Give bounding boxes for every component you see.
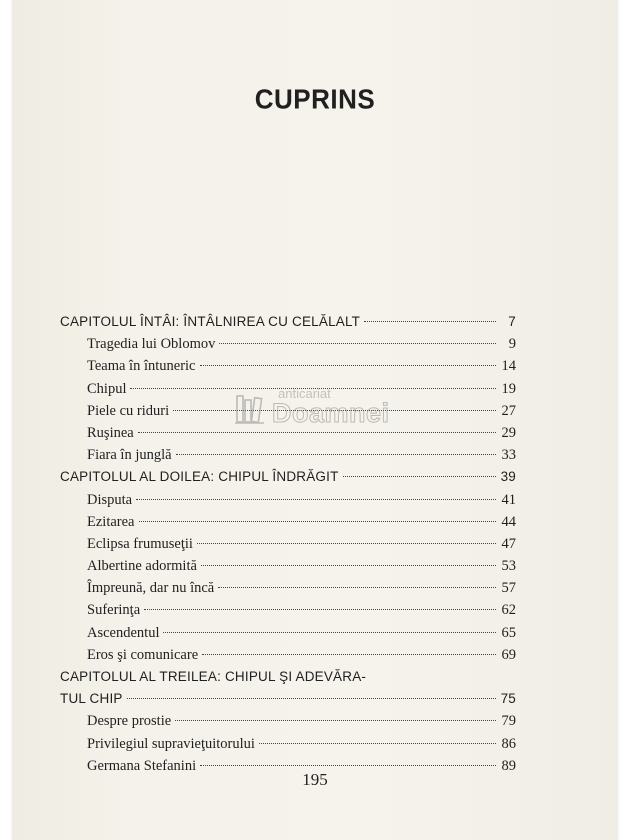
toc-chapter-row [60, 691, 516, 713]
watermark-big-text: Doamnei [272, 398, 390, 428]
entry-page-number: 41 [501, 491, 516, 508]
toc-chapter-row [60, 669, 516, 691]
entry-page-number: 69 [501, 646, 516, 663]
entry-title: Eclipsa frumuseţii [87, 535, 193, 552]
entry-title: Eros şi comunicare [87, 646, 199, 663]
entry-page-number: 39 [500, 469, 516, 485]
entry-page-number: 47 [501, 535, 516, 552]
page-title: CUPRINS [254, 82, 376, 116]
dot-leader [144, 609, 496, 610]
dot-leader [343, 476, 496, 477]
dot-leader [200, 365, 497, 366]
entry-page-number: 75 [500, 691, 516, 707]
toc-entry-row [60, 536, 516, 558]
page-number: 195 [302, 770, 328, 789]
bleed-through-text [192, 28, 532, 48]
entry-title: Chipul [87, 380, 127, 397]
toc-entry-row [60, 514, 516, 536]
entry-title: Tragedia lui Oblomov [87, 336, 216, 353]
chapter-title: CAPITOLUL ÎNTÂI: ÎNTÂLNIREA CU CELĂLALT [60, 314, 361, 329]
entry-page-number: 53 [501, 558, 516, 575]
dot-leader [218, 587, 496, 588]
dot-leader [163, 632, 496, 633]
entry-title: Ezitarea [87, 513, 135, 530]
dot-leader [200, 765, 496, 766]
toc-entry-row [60, 358, 516, 380]
dot-leader [364, 321, 496, 322]
dot-leader [127, 698, 496, 699]
entry-title: Disputa [87, 491, 133, 508]
dot-leader [139, 521, 497, 522]
entry-page-number: 33 [501, 447, 516, 464]
dot-leader [259, 743, 496, 744]
dot-leader [176, 454, 496, 455]
entry-page-number: 89 [501, 757, 516, 774]
toc-entry-row [60, 625, 516, 647]
toc-entry-row [60, 713, 516, 735]
entry-title: Despre prostie [87, 713, 172, 730]
entry-page-number: 27 [501, 402, 516, 419]
toc-chapter-row [60, 314, 516, 336]
chapter-title: CAPITOLUL AL TREILEA: CHIPUL ŞI ADEVĂRA- [60, 669, 367, 684]
entry-title: Albertine adormită [87, 558, 197, 575]
entry-page-number: 86 [501, 735, 516, 752]
watermark-small-text: anticariat [278, 386, 331, 401]
toc-entry-row [60, 647, 516, 669]
entry-title: Împreună, dar nu încă [87, 580, 215, 597]
entry-title: Piele cu riduri [87, 402, 170, 419]
toc-entry-row [60, 580, 516, 602]
chapter-title: CAPITOLUL AL DOILEA: CHIPUL ÎNDRĂGIT [60, 469, 339, 485]
toc-entry-row [60, 447, 516, 469]
entry-page-number: 7 [508, 314, 516, 329]
entry-title: Suferinţa [87, 602, 141, 619]
dot-leader [202, 654, 496, 655]
entry-page-number: 79 [501, 713, 516, 730]
toc-chapter-row [60, 469, 516, 491]
entry-page-number: 65 [501, 624, 516, 641]
entry-page-number: 44 [501, 513, 516, 530]
toc-entry-row [60, 558, 516, 580]
entry-title: Teama în întuneric [87, 358, 196, 375]
dot-leader [201, 565, 496, 566]
entry-title: Germana Stefanini [87, 757, 197, 774]
entry-page-number: 19 [501, 380, 516, 397]
dot-leader [219, 343, 496, 344]
entry-title: Ruşinea [87, 424, 134, 441]
entry-title: Privilegiul supravieţuitorului [87, 735, 255, 752]
entry-page-number: 9 [508, 336, 516, 353]
entry-title: Ascendentul [87, 624, 160, 641]
toc-entry-row [60, 492, 516, 514]
entry-page-number: 14 [501, 358, 516, 375]
watermark [234, 384, 414, 444]
entry-title: Fiara în junglă [87, 447, 172, 464]
entry-page-number: 57 [501, 580, 516, 597]
dot-leader [175, 720, 496, 721]
chapter-title: TUL CHIP [60, 691, 123, 707]
entry-page-number: 62 [501, 602, 516, 619]
dot-leader [197, 543, 496, 544]
toc-entry-row [60, 736, 516, 758]
toc-entry-row [60, 336, 516, 358]
entry-page-number: 29 [501, 424, 516, 441]
dot-leader [136, 499, 496, 500]
books-icon [234, 392, 266, 428]
toc-entry-row [60, 602, 516, 624]
